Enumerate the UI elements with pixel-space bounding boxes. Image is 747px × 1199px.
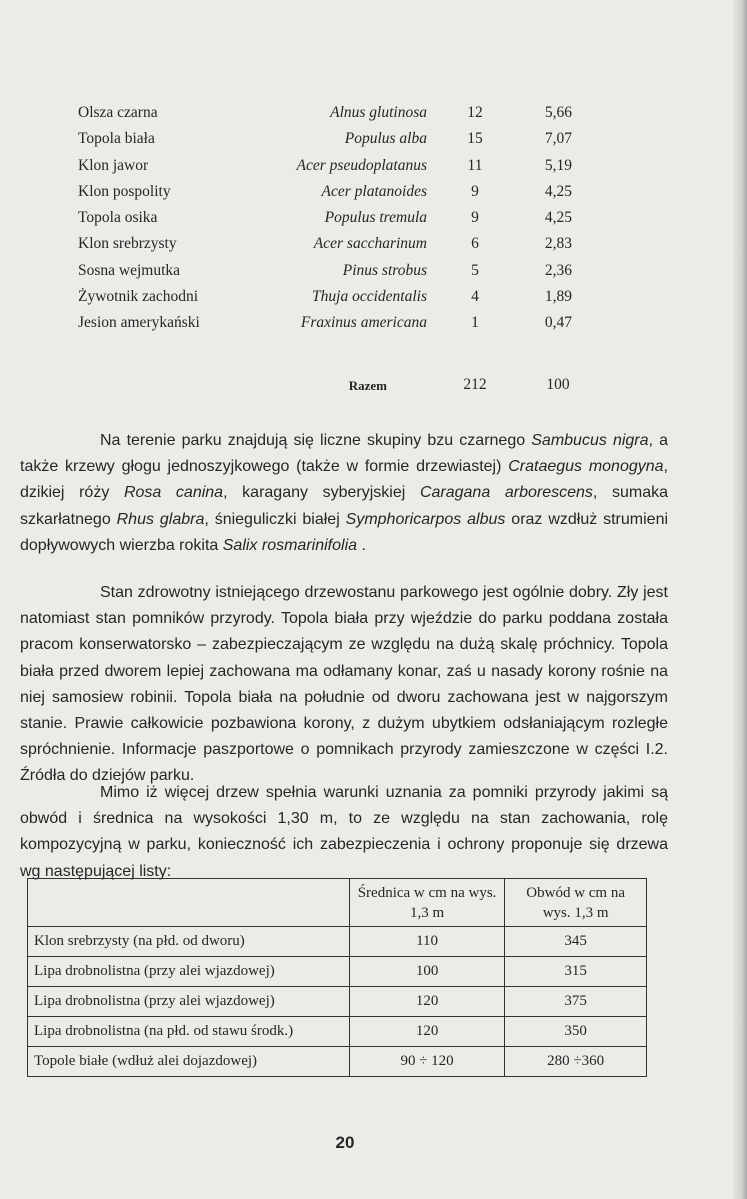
species-row: [0, 262, 747, 288]
species-name: Olsza czarna: [78, 104, 158, 121]
latin-name: Caragana arborescens: [419, 484, 593, 502]
header-circumference: Obwód w cm na wys. 1,3 m: [505, 879, 647, 927]
species-percent: 7,07: [544, 130, 572, 148]
species-row: [0, 209, 747, 235]
tree-circumference: 375: [505, 987, 647, 1017]
paragraph-health-status: Stan zdrowotny istniejącego drzewostanu parkowego jest ogólnie dobry. Zły jest natomiast stan pomników przyrody. Topola biała przy wjeździe do parku poddana została pracom konserwatorsko – zabezpieczającym ze względu na dużą skalę próchnicy. Topola biała przed dworem lepiej zachowana ma odłamany konar, zaś u nasady korony rośnie na niej samosiew robinii. Topola biała na południe od dworu zachowana jest w najgorszym stanie. Prawie całkowicie pozbawiona korony, z dużym ubytkiem odsłaniającym rozległe spróchnienie. Informacje paszportowe o pomnikach przyrody zamieszczone w części I.2. Źródła do dziejów parku.: [20, 584, 668, 785]
species-percent: 5,66: [544, 104, 572, 121]
species-latin-name: Acer platanoides: [321, 182, 427, 200]
latin-name: Rhus glabra: [116, 510, 205, 528]
species-row: [0, 104, 747, 130]
tree-diameter: 90 ÷ 120: [349, 1047, 504, 1077]
proposed-monuments-table: [27, 878, 647, 1077]
latin-name: Crataegus monogyna: [508, 458, 664, 476]
header-diameter: Średnica w cm na wys. 1,3 m: [349, 879, 504, 927]
tree-diameter: 120: [349, 1017, 504, 1047]
table-row: [28, 987, 647, 1017]
tree-name: Lipa drobnolistna (na płd. od stawu środk.): [28, 1017, 350, 1047]
species-latin-name: Populus alba: [344, 130, 427, 148]
species-total-row: [0, 376, 747, 400]
header-name: [28, 879, 350, 927]
latin-name: Rosa canina: [123, 484, 224, 502]
species-count: 15: [467, 130, 483, 148]
species-row: [0, 288, 747, 314]
species-latin-name: Fraxinus americana: [300, 314, 427, 332]
total-count: 212: [463, 376, 487, 393]
species-count: 4: [471, 288, 479, 306]
table-header-row: [28, 879, 647, 927]
text-run: .: [357, 536, 366, 554]
species-percent: 4,25: [544, 209, 572, 227]
species-percent: 1,89: [544, 288, 572, 306]
species-count: 1: [471, 314, 479, 332]
page-number: 20: [335, 1133, 355, 1152]
species-name: Klon pospolity: [78, 182, 171, 200]
species-percent: 4,25: [544, 182, 572, 200]
species-row: [0, 183, 747, 209]
tree-diameter: 100: [349, 957, 504, 987]
species-name: Topola biała: [78, 130, 155, 148]
text-run: , dzikiej róży: [20, 458, 668, 502]
species-name: Klon jawor: [78, 156, 149, 174]
species-count: 9: [471, 182, 479, 200]
species-latin-name: Thuja occidentalis: [312, 288, 427, 306]
species-percent: 0,47: [544, 314, 572, 332]
table-row: [28, 957, 647, 987]
tree-name: Lipa drobnolistna (przy alei wjazdowej): [28, 987, 350, 1017]
total-percent: 100: [546, 376, 570, 393]
species-name: Sosna wejmutka: [78, 261, 181, 279]
paragraph-shrubs: [20, 428, 668, 559]
species-count: 9: [471, 209, 479, 227]
species-row: [0, 235, 747, 261]
tree-circumference: 350: [505, 1017, 647, 1047]
species-percent: 2,36: [544, 261, 572, 279]
tree-name: Klon srebrzysty (na płd. od dworu): [28, 927, 350, 957]
tree-circumference: 280 ÷360: [505, 1047, 647, 1077]
species-count: 6: [471, 235, 479, 253]
species-latin-name: Acer pseudoplatanus: [296, 156, 427, 174]
species-row: [0, 314, 747, 340]
tree-diameter: 110: [349, 927, 504, 957]
species-count: 12: [467, 104, 483, 121]
text-run: Na terenie parku znajdują się liczne skupiny bzu czarnego: [100, 432, 532, 449]
tree-name: Topole białe (wdłuż alei dojazdowej): [28, 1047, 350, 1077]
text-run: , a także krzewy głogu jednoszyjkowego (także w formie drzewiastej): [20, 432, 669, 476]
latin-name: Symphoricarpos albus: [345, 510, 506, 528]
table-row: [28, 927, 647, 957]
tree-diameter: 120: [349, 987, 504, 1017]
tree-name: Lipa drobnolistna (przy alei wjazdowej): [28, 957, 350, 987]
species-count: 11: [467, 156, 483, 174]
species-latin-name: Pinus strobus: [342, 261, 427, 279]
species-name: Topola osika: [78, 209, 158, 227]
species-table: [0, 104, 747, 341]
latin-name: Sambucus nigra: [531, 432, 649, 449]
tree-circumference: 315: [505, 957, 647, 987]
species-row: [0, 157, 747, 183]
species-latin-name: Populus tremula: [324, 209, 427, 227]
species-latin-name: Acer saccharinum: [313, 235, 427, 253]
text-run: , śnieguliczki białej: [204, 510, 346, 528]
table-row: [28, 1047, 647, 1077]
tree-circumference: 345: [505, 927, 647, 957]
species-name: Żywotnik zachodni: [78, 288, 199, 306]
species-name: Klon srebrzysty: [78, 235, 177, 253]
text-run: , karagany syberyjskiej: [223, 484, 420, 502]
total-label: Razem: [348, 378, 387, 393]
table-row: [28, 1017, 647, 1047]
species-latin-name: Alnus glutinosa: [330, 104, 427, 121]
species-row: [0, 130, 747, 156]
species-percent: 5,19: [544, 156, 572, 174]
text-run: oraz wzdłuż strumieni dopływowych wierzba rokita: [20, 510, 669, 554]
species-count: 5: [471, 261, 479, 279]
species-percent: 2,83: [544, 235, 572, 253]
latin-name: Salix rosmarinifolia: [222, 536, 358, 554]
paragraph-monument-proposal: Mimo iż więcej drzew spełnia warunki uznania za pomniki przyrody jakimi są obwód i średnica na wysokości 1,30 m, to ze względu na stan zachowania, rolę kompozycyjną w parku, konieczność ich zabezpieczenia i ochrony proponuje się drzewa wg następującej listy:: [20, 784, 668, 880]
text-run: , sumaka szkarłatnego: [20, 484, 669, 528]
species-name: Jesion amerykański: [78, 314, 200, 332]
